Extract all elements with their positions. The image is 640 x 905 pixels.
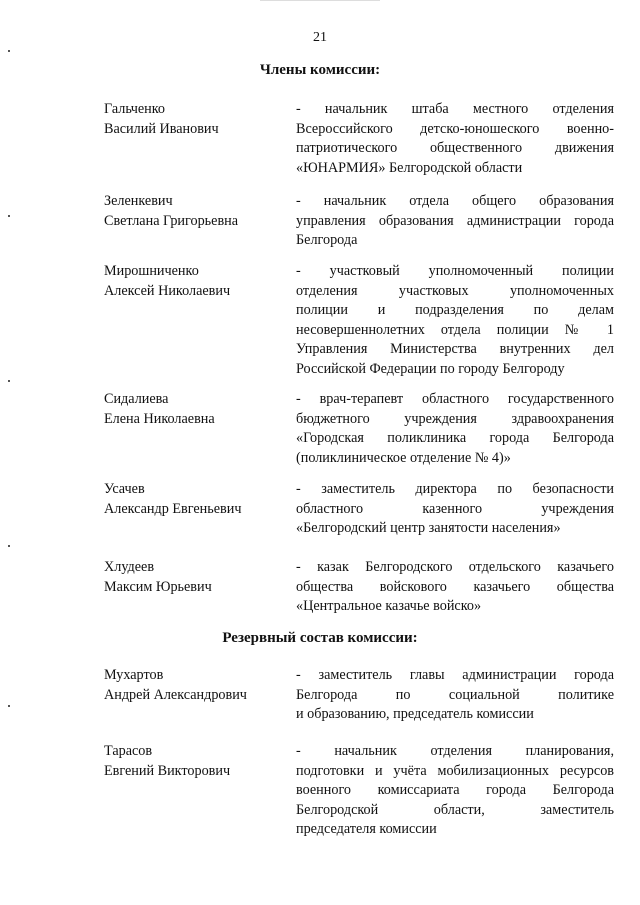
- surname: Зеленкевич: [104, 193, 173, 209]
- member-name: [104, 192, 294, 231]
- member-role: [296, 192, 614, 251]
- role-line: областного казенного учреждения: [296, 500, 614, 517]
- member-name: [104, 390, 294, 429]
- member-name: [104, 100, 294, 139]
- role-line: - участковый уполномоченный полиции: [296, 263, 614, 279]
- role-line: (поликлиническое отделение № 4)»: [296, 449, 511, 466]
- member-name: [104, 480, 294, 519]
- member-role: [296, 480, 614, 539]
- role-line: - врач-терапевт областного государственного: [296, 391, 614, 407]
- role-line: Белгородской области, заместитель: [296, 801, 614, 818]
- role-line: - казак Белгородского отдельского казачьего: [296, 559, 614, 575]
- role-line: «ЮНАРМИЯ» Белгородской области: [296, 159, 523, 176]
- scan-speck: [8, 215, 10, 217]
- surname: Тарасов: [104, 743, 153, 759]
- member-role: [296, 666, 614, 725]
- member-role: [296, 390, 614, 468]
- page-number: 21: [313, 30, 327, 45]
- member-name: [104, 666, 294, 705]
- role-line: несовершеннолетних отдела полиции № 1: [296, 321, 614, 338]
- role-line: и образованию, председатель комиссии: [296, 706, 534, 722]
- scan-speck: [8, 50, 10, 52]
- role-line: патриотического общественного движения: [296, 140, 614, 156]
- role-line: - заместитель директора по безопасности: [296, 481, 614, 497]
- surname: Усачев: [104, 481, 145, 497]
- given-names: Светлана Григорьевна: [104, 212, 239, 229]
- role-line: общества войскового казачьего общества: [296, 578, 614, 595]
- given-names: Елена Николаевна: [104, 410, 215, 427]
- members-title: Члены комиссии:: [259, 62, 381, 78]
- member-role: [296, 262, 614, 379]
- member-name: [104, 742, 294, 781]
- role-line: отделения участковых уполномоченных: [296, 282, 614, 299]
- member-name: [104, 558, 294, 597]
- role-line: Российской Федерации по городу Белгороду: [296, 360, 565, 377]
- surname: Хлудеев: [104, 559, 155, 575]
- role-line: Белгорода по социальной политике: [296, 686, 614, 703]
- scan-speck: [8, 705, 10, 707]
- role-line: - начальник штаба местного отделения: [296, 101, 614, 117]
- role-line: управления образования администрации города: [296, 212, 614, 229]
- role-line: Белгорода: [296, 232, 358, 248]
- scan-speck: [8, 380, 10, 382]
- given-names: Максим Юрьевич: [104, 578, 212, 595]
- surname: Мирошниченко: [104, 263, 199, 279]
- given-names: Андрей Александрович: [104, 686, 247, 703]
- role-line: Управления Министерства внутренних дел: [296, 341, 614, 357]
- role-line: - заместитель главы администрации города: [296, 667, 614, 683]
- scan-speck: [8, 545, 10, 547]
- surname: Сидалиева: [104, 391, 169, 407]
- member-role: [296, 558, 614, 617]
- member-role: [296, 742, 614, 840]
- given-names: Алексей Николаевич: [104, 282, 231, 299]
- role-line: подготовки и учёта мобилизационных ресурсов: [296, 762, 614, 779]
- role-line: «Центральное казачье войско»: [296, 598, 482, 614]
- role-line: председателя комиссии: [296, 821, 437, 837]
- role-line: военного комиссариата города Белгорода: [296, 782, 614, 798]
- role-line: «Городская поликлиника города Белгорода: [296, 430, 614, 446]
- role-line: - начальник отделения планирования,: [296, 743, 614, 759]
- given-names: Василий Иванович: [104, 120, 219, 137]
- member-role: [296, 100, 614, 178]
- role-line: «Белгородский центр занятости населения»: [296, 520, 561, 536]
- surname: Гальченко: [104, 101, 166, 117]
- scan-edge: [260, 0, 380, 1]
- given-names: Евгений Викторович: [104, 762, 231, 779]
- role-line: бюджетного учреждения здравоохранения: [296, 410, 614, 427]
- role-line: - начальник отдела общего образования: [296, 193, 614, 209]
- given-names: Александр Евгеньевич: [104, 500, 242, 517]
- role-line: Всероссийского детско-юношеского военно-: [296, 120, 614, 137]
- member-name: [104, 262, 294, 301]
- surname: Мухартов: [104, 667, 164, 683]
- reserve-title: Резервный состав комиссии:: [222, 630, 418, 646]
- role-line: полиции и подразделения по делам: [296, 302, 614, 318]
